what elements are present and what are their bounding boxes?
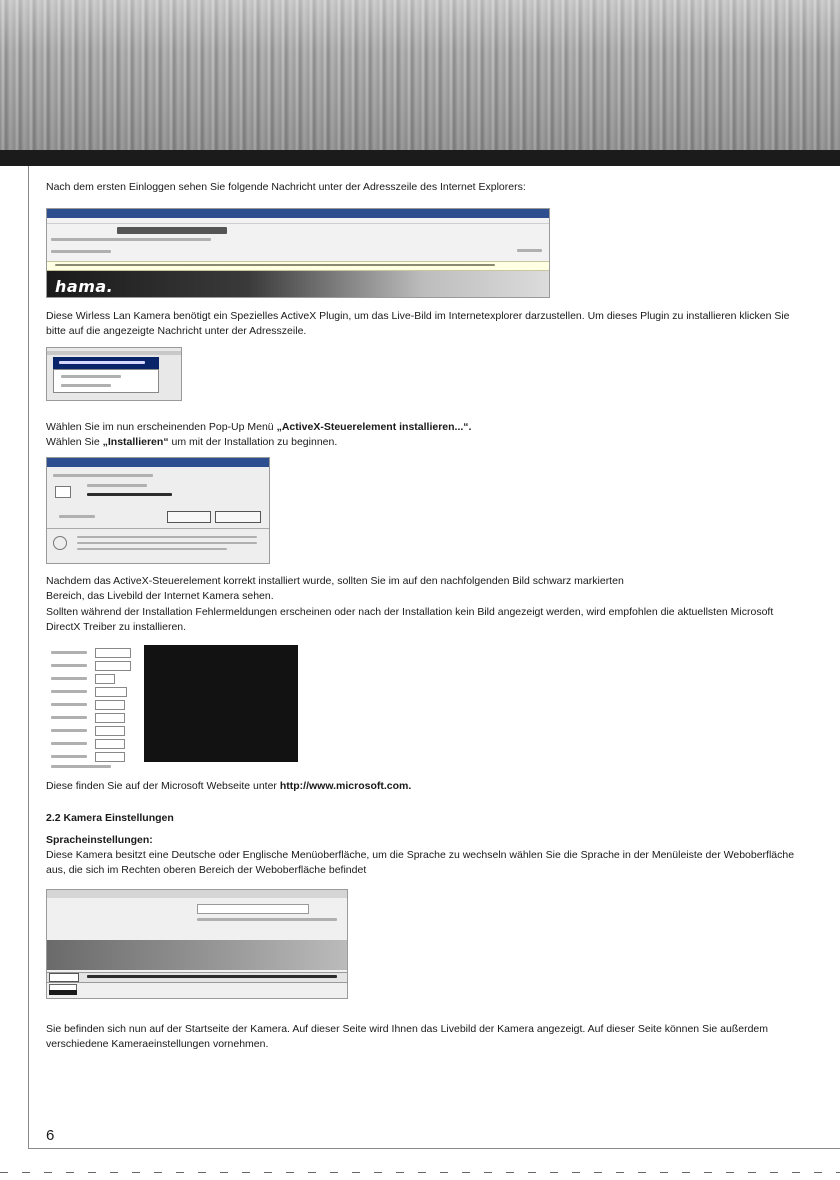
live-view-screenshot bbox=[46, 642, 302, 769]
language-menu-screenshot bbox=[46, 889, 348, 999]
activex-installed-line1: Nachdem das ActiveX-Steuerelement korrekt installiert wurde, sollten Sie im auf den nachfolgenden Bild schwarz markierten bbox=[46, 575, 624, 587]
install-text-suffix: um mit der Installation zu beginnen. bbox=[168, 436, 338, 448]
activex-plugin-paragraph: Diese Wirless Lan Kamera benötigt ein Spezielles ActiveX Plugin, um das Live-Bild im Internetexplorer darzustellen. Um dieses Plugin zu installieren klicken Sie bitte auf die angezeigte Nachricht unter der Adresszeile. bbox=[46, 310, 790, 338]
microsoft-website-text: Diese finden Sie auf der Microsoft Webseite unter bbox=[46, 780, 280, 792]
activex-installed-line2: Bereich, das Livebild der Internet Kamera sehen. bbox=[46, 590, 274, 603]
popup-menu-paragraph bbox=[46, 420, 796, 435]
activex-menu-screenshot bbox=[46, 347, 182, 401]
microsoft-link[interactable]: http://www.microsoft.com. bbox=[279, 780, 412, 792]
security-dialog-screenshot bbox=[46, 457, 270, 564]
install-text-prefix: Wählen Sie bbox=[46, 436, 103, 448]
browser-infobar-screenshot bbox=[46, 208, 550, 298]
startpage-paragraph: Sie befinden sich nun auf der Startseite der Kamera. Auf dieser Seite wird Ihnen das Livebild der Kamera angezeigt. Auf dieser Seite können Sie außerdem verschiedene Kameraeinstellungen vornehmen. bbox=[46, 1023, 769, 1051]
subsection-heading: Spracheinstellungen: bbox=[46, 834, 153, 846]
crop-marks bbox=[0, 1172, 840, 1173]
hama-logo: hama. bbox=[55, 277, 114, 296]
activex-installed-paragraph bbox=[46, 574, 796, 604]
page-frame-left bbox=[28, 166, 29, 1149]
popup-menu-bold: „ActiveX-Steuerelement installieren...“. bbox=[276, 421, 472, 433]
microsoft-website-paragraph bbox=[46, 779, 796, 794]
section-heading: 2.2 Kamera Einstellungen bbox=[46, 812, 174, 824]
page-frame-bottom bbox=[28, 1148, 840, 1149]
language-paragraph: Diese Kamera besitzt eine Deutsche oder Englische Menüoberfläche, um die Sprache zu wechseln wählen Sie die Sprache in der Menüleiste der Weboberfläche aus, die sich im Rechten oberen Bereich der Weboberfläche befindet bbox=[46, 849, 795, 877]
directx-paragraph: Sollten während der Installation Fehlermeldungen erscheinen oder nach der Installation kein Bild angezeigt werden, wird empfohlen die aktuellsten Microsoft DirectX Treiber zu installieren. bbox=[46, 606, 774, 634]
page-number: 6 bbox=[46, 1127, 55, 1144]
header-metal-band bbox=[0, 0, 840, 150]
install-paragraph bbox=[46, 435, 796, 450]
hama-banner bbox=[47, 271, 549, 297]
header-black-bar bbox=[0, 150, 840, 166]
install-bold: „Installieren“ bbox=[102, 436, 169, 448]
live-video-area bbox=[144, 645, 298, 762]
popup-menu-text: Wählen Sie im nun erscheinenden Pop-Up Menü bbox=[46, 421, 277, 433]
intro-paragraph: Nach dem ersten Einloggen sehen Sie folgende Nachricht unter der Adresszeile des Internet Explorers: bbox=[46, 181, 526, 193]
